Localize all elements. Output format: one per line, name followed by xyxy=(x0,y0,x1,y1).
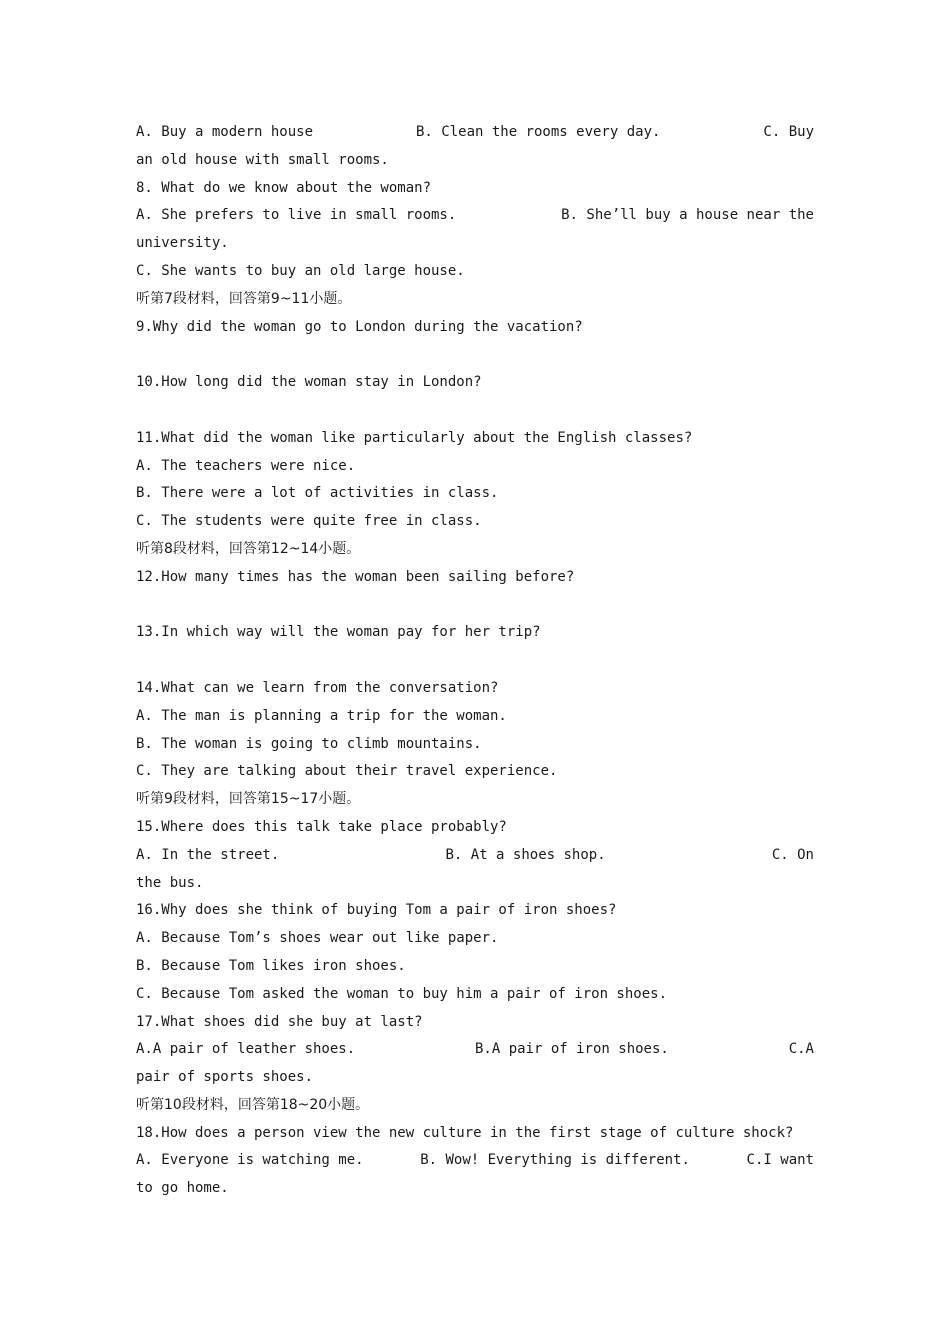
q12-options xyxy=(136,592,814,620)
q13-options xyxy=(136,647,814,675)
q16-question: 16.Why does she think of buying Tom a pair of iron shoes? xyxy=(136,902,617,919)
q10-question: 10.How long did the woman stay in London? xyxy=(136,374,482,391)
q15-option-c: C. On xyxy=(771,846,814,863)
q7-option-c-cont: an old house with small rooms. xyxy=(136,151,389,168)
q8-option-b: B. She’ll buy a house near the xyxy=(561,207,814,224)
q15-option-c-cont: the bus. xyxy=(136,874,204,891)
q8-options-ab xyxy=(136,202,814,230)
q15-question: 15.Where does this talk take place probably? xyxy=(136,818,507,835)
q14-option-b: B. The woman is going to climb mountains. xyxy=(136,735,482,752)
q8-option-b-cont: university. xyxy=(136,235,229,252)
q8-option-c: C. She wants to buy an old large house. xyxy=(136,262,465,279)
q17-option-a: A.A pair of leather shoes. xyxy=(136,1041,356,1058)
section-header-9: 听第9段材料，回答第15~17小题。 xyxy=(136,791,361,808)
q18-option-c-cont: to go home. xyxy=(136,1180,229,1197)
q17-option-c: C.A xyxy=(788,1041,814,1058)
q14-option-a: A. The man is planning a trip for the woman. xyxy=(136,707,507,724)
document-page xyxy=(136,119,814,1203)
q8-option-a: A. She prefers to live in small rooms. xyxy=(136,207,457,224)
q18-option-a: A. Everyone is watching me. xyxy=(136,1152,364,1169)
q18-option-b: B. Wow! Everything is different. xyxy=(420,1152,690,1169)
q15-option-a: A. In the street. xyxy=(136,846,280,863)
q11-option-a: A. The teachers were nice. xyxy=(136,457,356,474)
q18-options xyxy=(136,1147,814,1175)
q17-question: 17.What shoes did she buy at last? xyxy=(136,1013,423,1030)
q16-option-c: C. Because Tom asked the woman to buy him a pair of iron shoes. xyxy=(136,985,668,1002)
q7-option-b: B. Clean the rooms every day. xyxy=(416,124,661,140)
q17-option-b: B.A pair of iron shoes. xyxy=(474,1041,669,1058)
q11-option-b: B. There were a lot of activities in class. xyxy=(136,485,499,502)
q16-option-a: A. Because Tom’s shoes wear out like paper. xyxy=(136,930,499,947)
q16-option-b: B. Because Tom likes iron shoes. xyxy=(136,957,406,974)
q7-option-c: C. Buy xyxy=(763,124,814,140)
q18-question: 18.How does a person view the new culture in the first stage of culture shock? xyxy=(136,1124,794,1141)
section-header-10: 听第10段材料，回答第18~20小题。 xyxy=(136,1096,370,1113)
q7-options xyxy=(136,119,814,147)
q17-option-c-cont: pair of sports shoes. xyxy=(136,1069,314,1086)
q15-options xyxy=(136,842,814,870)
q8-question: 8. What do we know about the woman? xyxy=(136,179,432,196)
section-header-7: 听第7段材料，回答第9~11小题。 xyxy=(136,290,352,307)
q15-option-b: B. At a shoes shop. xyxy=(445,846,606,863)
q7-option-a: A. Buy a modern house xyxy=(136,124,314,140)
q14-option-c: C. They are talking about their travel experience. xyxy=(136,763,558,780)
q9-question: 9.Why did the woman go to London during the vacation? xyxy=(136,318,583,335)
section-header-8: 听第8段材料，回答第12~14小题。 xyxy=(136,540,361,557)
q13-question: 13.In which way will the woman pay for her trip? xyxy=(136,624,541,641)
q14-question: 14.What can we learn from the conversation? xyxy=(136,679,499,696)
q17-options xyxy=(136,1036,814,1064)
q10-options xyxy=(136,397,814,425)
q12-question: 12.How many times has the woman been sailing before? xyxy=(136,568,575,585)
q11-option-c: C. The students were quite free in class. xyxy=(136,513,482,530)
q11-question: 11.What did the woman like particularly about the English classes? xyxy=(136,429,693,446)
q18-option-c: C.I want xyxy=(746,1152,814,1169)
q9-options xyxy=(136,341,814,369)
